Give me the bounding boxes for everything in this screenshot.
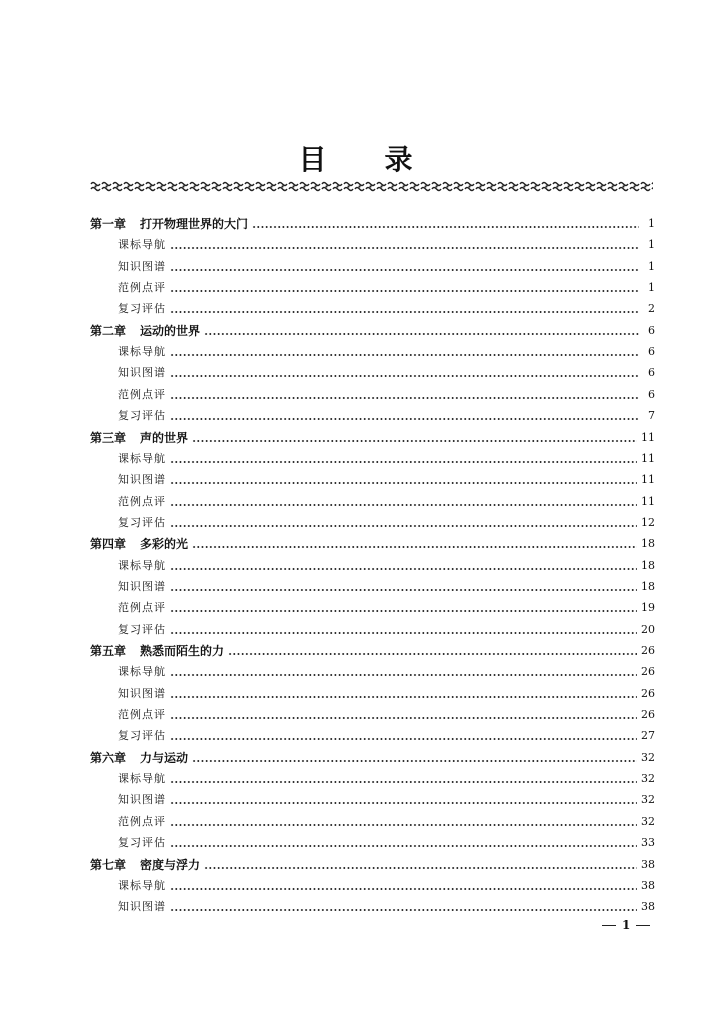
chapter-title: 熟悉而陌生的力 bbox=[140, 644, 225, 658]
toc-section-entry[interactable] bbox=[90, 489, 655, 509]
toc-section-entry[interactable] bbox=[90, 894, 655, 914]
page-ref: 11 bbox=[641, 473, 655, 487]
chapter-title: 声的世界 bbox=[140, 430, 189, 445]
toc-section-entry[interactable] bbox=[90, 617, 655, 637]
toc-section-entry[interactable] bbox=[90, 254, 655, 274]
chapter-title: 密度与浮力 bbox=[140, 857, 201, 872]
dot-leader bbox=[170, 781, 637, 783]
page-ref: 38 bbox=[641, 900, 655, 914]
dot-leader bbox=[170, 247, 639, 249]
toc-section-entry[interactable] bbox=[90, 360, 655, 380]
page-ref: 6 bbox=[648, 366, 655, 380]
page-ref: 11 bbox=[641, 451, 655, 465]
section-title: 课标导航 bbox=[118, 451, 166, 465]
dot-leader bbox=[170, 589, 637, 591]
toc-section-entry[interactable] bbox=[90, 275, 655, 295]
section-title: 课标导航 bbox=[118, 665, 166, 679]
dot-leader bbox=[170, 418, 639, 420]
chapter-number: 第一章 bbox=[90, 217, 127, 231]
page-ref: 18 bbox=[641, 558, 655, 572]
section-title: 范例点评 bbox=[118, 494, 166, 508]
footer-dash-right bbox=[636, 925, 650, 926]
dot-leader bbox=[170, 290, 639, 292]
toc-section-entry[interactable] bbox=[90, 553, 655, 573]
chapter-number: 第五章 bbox=[90, 644, 127, 658]
toc-chapter-entry[interactable] bbox=[90, 638, 655, 658]
page-number: 1 bbox=[622, 918, 631, 932]
page-ref: 20 bbox=[641, 622, 655, 636]
dot-leader bbox=[192, 546, 637, 548]
page-ref: 26 bbox=[641, 665, 655, 679]
toc-section-entry[interactable] bbox=[90, 595, 655, 615]
page-ref: 32 bbox=[641, 772, 655, 786]
toc-section-entry[interactable] bbox=[90, 510, 655, 530]
dot-leader bbox=[170, 375, 639, 377]
page-footer bbox=[596, 918, 656, 932]
toc-section-entry[interactable] bbox=[90, 787, 655, 807]
page-ref: 2 bbox=[648, 302, 655, 316]
section-title: 范例点评 bbox=[118, 601, 166, 615]
dot-leader bbox=[204, 867, 637, 869]
page-ref: 6 bbox=[648, 387, 655, 401]
section-title: 复习评估 bbox=[118, 409, 166, 423]
toc-chapter-entry[interactable] bbox=[90, 531, 655, 551]
toc-section-entry[interactable] bbox=[90, 467, 655, 487]
chapter-number: 第二章 bbox=[90, 323, 127, 338]
toc-chapter-entry[interactable] bbox=[90, 318, 655, 338]
page-ref: 38 bbox=[641, 857, 655, 871]
page-ref: 6 bbox=[648, 345, 655, 359]
page-ref: 1 bbox=[648, 281, 655, 295]
section-title: 复习评估 bbox=[118, 515, 166, 529]
toc-section-entry[interactable] bbox=[90, 830, 655, 850]
page-ref: 32 bbox=[641, 750, 655, 764]
dot-leader bbox=[170, 610, 637, 612]
page-ref: 38 bbox=[641, 878, 655, 892]
section-title: 复习评估 bbox=[118, 622, 166, 636]
section-title: 复习评估 bbox=[118, 836, 166, 850]
chapter-title: 运动的世界 bbox=[140, 323, 201, 338]
toc-section-entry[interactable] bbox=[90, 296, 655, 316]
section-title: 复习评估 bbox=[118, 729, 166, 743]
dot-leader bbox=[170, 696, 637, 698]
toc-section-entry[interactable] bbox=[90, 446, 655, 466]
dot-leader bbox=[170, 461, 637, 463]
dot-leader bbox=[170, 482, 637, 484]
chapter-title: 力与运动 bbox=[140, 750, 189, 765]
page-ref: 32 bbox=[641, 814, 655, 828]
section-title: 知识图谱 bbox=[118, 900, 166, 914]
dot-leader bbox=[170, 568, 637, 570]
page-ref: 6 bbox=[648, 323, 655, 337]
dot-leader bbox=[170, 909, 637, 911]
toc-section-entry[interactable] bbox=[90, 681, 655, 701]
chapter-title: 打开物理世界的大门 bbox=[140, 217, 249, 231]
page-title bbox=[0, 138, 713, 178]
toc-chapter-entry[interactable] bbox=[90, 852, 655, 872]
dot-leader bbox=[170, 397, 639, 399]
section-title: 范例点评 bbox=[118, 281, 166, 295]
dot-leader bbox=[228, 653, 637, 655]
dot-leader bbox=[192, 440, 637, 442]
toc-chapter-entry[interactable] bbox=[90, 745, 655, 765]
toc-chapter-entry[interactable] bbox=[90, 425, 655, 445]
section-title: 范例点评 bbox=[118, 387, 166, 401]
dot-leader bbox=[170, 311, 639, 313]
toc-section-entry[interactable] bbox=[90, 702, 655, 722]
page-ref: 33 bbox=[641, 836, 655, 850]
page-ref: 11 bbox=[641, 494, 655, 508]
page-ref: 12 bbox=[641, 515, 655, 529]
toc-section-entry[interactable] bbox=[90, 574, 655, 594]
dot-leader bbox=[170, 717, 637, 719]
dot-leader bbox=[170, 888, 637, 890]
toc-section-entry[interactable] bbox=[90, 232, 655, 252]
section-title: 课标导航 bbox=[118, 878, 166, 892]
toc-section-entry[interactable] bbox=[90, 382, 655, 402]
dot-leader bbox=[170, 824, 637, 826]
section-title: 知识图谱 bbox=[118, 366, 166, 380]
dot-leader bbox=[252, 226, 639, 228]
dot-leader bbox=[170, 525, 637, 527]
toc-section-entry[interactable] bbox=[90, 723, 655, 743]
dot-leader bbox=[204, 333, 639, 335]
toc-section-entry[interactable] bbox=[90, 873, 655, 893]
section-title: 课标导航 bbox=[118, 558, 166, 572]
page-ref: 32 bbox=[641, 793, 655, 807]
toc-section-entry[interactable] bbox=[90, 339, 655, 359]
footer-dash-left bbox=[602, 925, 616, 926]
page-ref: 26 bbox=[641, 708, 655, 722]
dot-leader bbox=[170, 354, 639, 356]
page-ref: 1 bbox=[648, 238, 655, 252]
page-ref: 27 bbox=[641, 729, 655, 743]
section-title: 范例点评 bbox=[118, 708, 166, 722]
dot-leader bbox=[170, 802, 637, 804]
chapter-number: 第四章 bbox=[90, 537, 127, 552]
section-title: 知识图谱 bbox=[118, 473, 166, 487]
toc-section-entry[interactable] bbox=[90, 403, 655, 423]
toc-section-entry[interactable] bbox=[90, 809, 655, 829]
page-ref: 1 bbox=[648, 259, 655, 273]
title-char-right: 录 bbox=[384, 143, 415, 176]
dot-leader bbox=[170, 504, 637, 506]
dot-leader bbox=[170, 674, 637, 676]
section-title: 知识图谱 bbox=[118, 579, 166, 593]
page-ref: 26 bbox=[641, 686, 655, 700]
decorative-border bbox=[90, 181, 653, 192]
dot-leader bbox=[192, 760, 637, 762]
section-title: 知识图谱 bbox=[118, 686, 166, 700]
section-title: 课标导航 bbox=[118, 772, 166, 786]
section-title: 知识图谱 bbox=[118, 793, 166, 807]
chapter-number: 第七章 bbox=[90, 857, 127, 872]
page-ref: 18 bbox=[641, 579, 655, 593]
dot-leader bbox=[170, 845, 637, 847]
dot-leader bbox=[170, 269, 639, 271]
section-title: 复习评估 bbox=[118, 302, 166, 316]
dot-leader bbox=[170, 738, 637, 740]
dot-leader bbox=[170, 632, 637, 634]
section-title: 范例点评 bbox=[118, 814, 166, 828]
section-title: 课标导航 bbox=[118, 345, 166, 359]
chapter-number: 第六章 bbox=[90, 750, 127, 765]
page-ref: 26 bbox=[641, 644, 655, 657]
toc-section-entry[interactable] bbox=[90, 766, 655, 786]
page-ref: 7 bbox=[648, 409, 655, 423]
toc-chapter-entry[interactable] bbox=[90, 211, 655, 231]
toc-section-entry[interactable] bbox=[90, 659, 655, 679]
page-ref: 18 bbox=[641, 537, 655, 551]
chapter-number: 第三章 bbox=[90, 430, 127, 445]
section-title: 课标导航 bbox=[118, 238, 166, 252]
page-ref: 1 bbox=[648, 217, 655, 230]
page-ref: 11 bbox=[641, 430, 655, 444]
page-ref: 19 bbox=[641, 601, 655, 615]
title-char-left: 目 bbox=[298, 143, 329, 176]
chapter-title: 多彩的光 bbox=[140, 537, 189, 552]
section-title: 知识图谱 bbox=[118, 259, 166, 273]
